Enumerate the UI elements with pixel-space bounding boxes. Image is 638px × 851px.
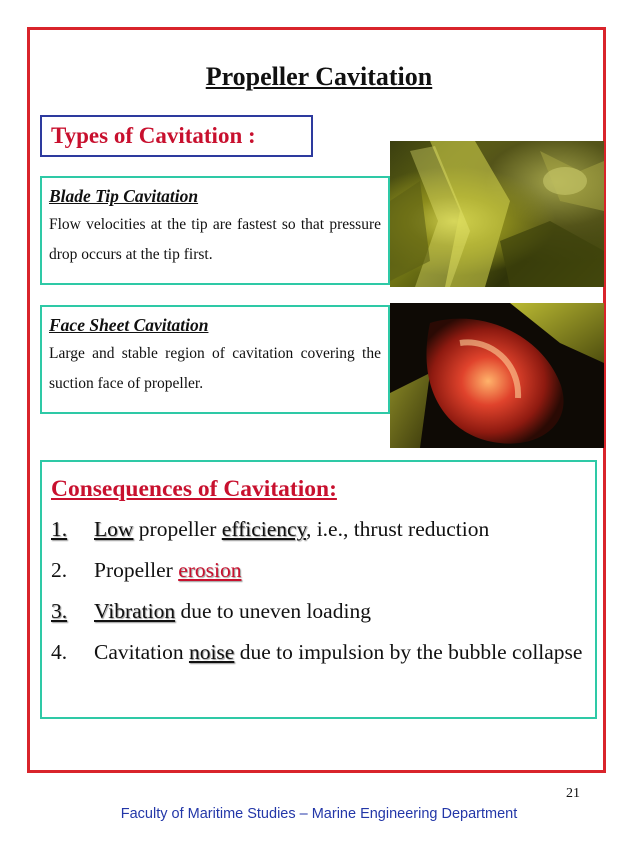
face-sheet-card bbox=[40, 305, 390, 414]
blade-tip-heading: Blade Tip Cavitation bbox=[49, 186, 199, 206]
list-text bbox=[94, 509, 586, 550]
list-text bbox=[94, 632, 586, 673]
keyword-noise: noise bbox=[188, 640, 235, 664]
keyword-low: Low bbox=[94, 517, 134, 541]
list-text bbox=[94, 550, 586, 591]
face-sheet-photo-art bbox=[390, 303, 604, 448]
text-segment: Propeller bbox=[94, 558, 179, 582]
face-sheet-heading: Face Sheet Cavitation bbox=[49, 315, 209, 335]
list-number: 2. bbox=[51, 558, 68, 582]
list-number: 1. bbox=[51, 517, 68, 541]
consequences-heading: Consequences of Cavitation: bbox=[51, 476, 337, 502]
footer-text: Faculty of Maritime Studies – Marine Engineering Department bbox=[120, 806, 518, 822]
blade-tip-cavitation-photo bbox=[390, 141, 604, 287]
keyword-vibration: Vibration bbox=[94, 599, 176, 623]
consequences-box bbox=[40, 460, 597, 719]
consequences-list bbox=[51, 509, 586, 673]
list-item bbox=[51, 509, 586, 550]
list-item bbox=[51, 550, 586, 591]
blade-tip-description: Flow velocities at the tip are fastest so that pressure drop occurs at the tip first. bbox=[49, 216, 381, 263]
list-number: 3. bbox=[51, 599, 68, 623]
blade-tip-card bbox=[40, 176, 390, 285]
page-title: Propeller Cavitation bbox=[205, 62, 433, 91]
keyword-erosion: erosion bbox=[178, 558, 242, 582]
text-segment: due to uneven loading bbox=[175, 599, 371, 623]
list-text bbox=[94, 591, 586, 632]
page-number: 21 bbox=[566, 786, 580, 801]
face-sheet-cavitation-photo bbox=[390, 303, 604, 448]
text-segment: due to impulsion by the bubble collapse bbox=[234, 640, 583, 664]
text-segment: , i.e., thrust reduction bbox=[305, 517, 490, 541]
keyword-efficiency: efficiency bbox=[221, 517, 306, 541]
types-of-cavitation-label: Types of Cavitation : bbox=[40, 115, 313, 157]
blade-tip-photo-art bbox=[390, 141, 604, 287]
text-segment: propeller bbox=[133, 517, 222, 541]
list-item bbox=[51, 632, 586, 673]
list-item bbox=[51, 591, 586, 632]
text-segment: Cavitation bbox=[94, 640, 189, 664]
face-sheet-description: Large and stable region of cavitation covering the suction face of propeller. bbox=[49, 345, 381, 392]
list-number: 4. bbox=[51, 640, 68, 664]
